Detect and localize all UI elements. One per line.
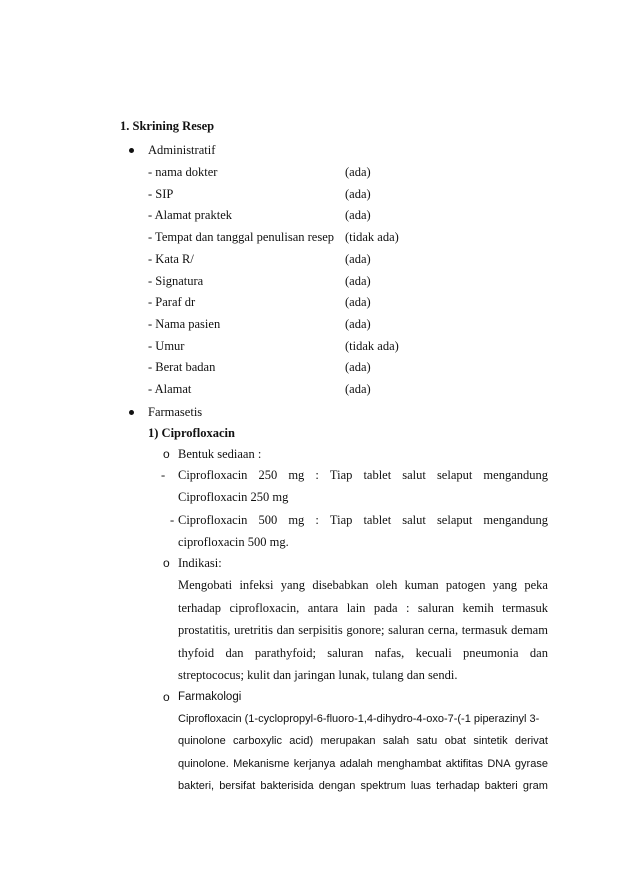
admin-row-status: (ada)	[345, 274, 371, 288]
word: dengan	[318, 780, 356, 792]
admin-row-label: - Umur	[148, 339, 185, 353]
admin-row-label: - Nama pasien	[148, 317, 221, 331]
admin-row-label: - Alamat	[148, 382, 192, 396]
word: spektrum	[360, 780, 406, 792]
word: Tiap	[329, 468, 353, 482]
word: lain	[346, 601, 366, 615]
word: peka	[524, 578, 548, 592]
admin-row-status: (ada)	[345, 382, 371, 396]
word: DNA	[487, 758, 511, 770]
word: bersifat	[219, 780, 256, 792]
word: yang	[280, 578, 306, 592]
sediaan-dash: -	[170, 513, 175, 527]
word: Mekanisme	[233, 758, 290, 770]
indikasi-line	[178, 600, 548, 616]
word: quinolone.	[178, 758, 229, 770]
word: termasuk	[461, 623, 508, 637]
admin-row-status: (ada)	[345, 187, 371, 201]
word: mengandung	[483, 513, 548, 527]
word: mengandung	[483, 468, 548, 482]
word: terhadap	[436, 780, 480, 792]
word: :	[315, 513, 319, 527]
word: mg	[288, 468, 305, 482]
word: pada	[373, 601, 398, 615]
word: bakteri	[484, 780, 518, 792]
admin-row-label: - Signatura	[148, 274, 204, 288]
word: selaput	[436, 513, 473, 527]
word: obat	[444, 735, 466, 747]
farmakologi-first-line: Ciprofloxacin (1-cyclopropyl-6-fluoro-1,4-dihydro-4-oxo-7-(-1 piperazinyl 3-	[178, 713, 540, 725]
word: antara	[307, 601, 339, 615]
word: termasuk	[502, 601, 548, 615]
admin-row-status: (ada)	[345, 208, 371, 222]
word: kerjanya	[293, 758, 336, 770]
administratif-title: Administratif	[148, 143, 216, 157]
word: nafas,	[374, 646, 405, 660]
word: dan	[225, 646, 244, 660]
word: salah	[382, 735, 410, 747]
word: thyfoid	[178, 646, 215, 660]
word: salut	[402, 468, 426, 482]
word: oleh	[375, 578, 398, 592]
section-heading: 1. Skrining Resep	[120, 119, 215, 133]
bullet-icon	[129, 410, 134, 415]
sediaan-line	[178, 467, 548, 483]
sediaan-continuation: Ciprofloxacin 250 mg	[178, 490, 289, 504]
word: pneumonia	[463, 646, 519, 660]
word: Tiap	[329, 513, 353, 527]
word: 500	[258, 513, 278, 527]
word: quinolone	[178, 735, 226, 747]
word: aktifitas	[445, 758, 483, 770]
indikasi-line	[178, 577, 548, 593]
admin-row-label: - Berat badan	[148, 360, 216, 374]
word: dan	[529, 646, 548, 660]
sediaan-continuation: ciprofloxacin 500 mg.	[178, 535, 289, 549]
word: :	[405, 601, 410, 615]
word: 250	[258, 468, 278, 482]
word: yang	[492, 578, 518, 592]
bentuk-sediaan-label: Bentuk sediaan :	[178, 447, 262, 461]
admin-row-label: - SIP	[148, 187, 174, 201]
word: mg	[288, 513, 305, 527]
word: ciprofloxacin,	[229, 601, 300, 615]
word: prostatitis,	[178, 623, 231, 637]
admin-row-status: (tidak ada)	[345, 339, 399, 353]
farmakologi-label: Farmakologi	[178, 691, 242, 703]
word: derivat	[514, 735, 548, 747]
word: :	[315, 468, 319, 482]
circle-bullet-icon: o	[163, 556, 170, 570]
word: terhadap	[178, 601, 222, 615]
word: menghambat	[377, 758, 442, 770]
word: merupakan	[320, 735, 376, 747]
word: demam	[511, 623, 548, 637]
word: Ciprofloxacin	[178, 513, 248, 527]
word: gram	[522, 780, 548, 792]
word: gonore;	[346, 623, 385, 637]
circle-bullet-icon: o	[163, 690, 170, 704]
word: saluran	[417, 601, 454, 615]
word: kemih	[462, 601, 494, 615]
word: gyrase	[514, 758, 548, 770]
admin-row-status: (ada)	[345, 295, 371, 309]
word: adalah	[339, 758, 373, 770]
admin-row-status: (ada)	[345, 317, 371, 331]
word: selaput	[436, 468, 473, 482]
word: salut	[402, 513, 426, 527]
indikasi-line	[178, 645, 548, 661]
word: parathyfoid;	[254, 646, 316, 660]
word: patogen	[445, 578, 486, 592]
drug-heading: 1) Ciprofloxacin	[148, 426, 235, 440]
indikasi-label: Indikasi:	[178, 556, 222, 570]
farmasetis-title: Farmasetis	[148, 405, 203, 419]
circle-bullet-icon: o	[163, 447, 170, 461]
word: bakteri,	[178, 780, 215, 792]
sediaan-line	[178, 512, 548, 528]
word: serpisitis	[298, 623, 343, 637]
word: acid)	[289, 735, 314, 747]
farmakologi-line	[178, 733, 548, 749]
word: uretritis	[234, 623, 273, 637]
admin-row-status: (ada)	[345, 252, 371, 266]
admin-row-status: (tidak ada)	[345, 230, 399, 244]
admin-row-label: - Alamat praktek	[148, 208, 232, 222]
admin-row-label: - Paraf dr	[148, 295, 196, 309]
word: kecuali	[415, 646, 452, 660]
word: Ciprofloxacin	[178, 468, 248, 482]
admin-row-status: (ada)	[345, 360, 371, 374]
word: satu	[416, 735, 438, 747]
farmakologi-line	[178, 756, 548, 772]
admin-row-status: (ada)	[345, 165, 371, 179]
word: disebabkan	[312, 578, 369, 592]
indikasi-last-line: streptococus; kulit dan jaringan lunak, tulang dan sendi.	[178, 668, 458, 682]
word: luas	[410, 780, 432, 792]
word: bakterisida	[260, 780, 314, 792]
word: kuman	[404, 578, 439, 592]
word: saluran	[388, 623, 425, 637]
indikasi-line	[178, 622, 548, 638]
admin-row-label: - Kata R/	[148, 252, 194, 266]
farmakologi-line	[178, 778, 548, 794]
word: carboxylic	[233, 735, 282, 747]
word: Mengobati	[178, 578, 233, 592]
word: dan	[276, 623, 295, 637]
admin-row-label: - nama dokter	[148, 165, 218, 179]
word: tablet	[363, 513, 392, 527]
sediaan-dash: -	[161, 468, 166, 482]
word: cerna,	[427, 623, 459, 637]
word: infeksi	[239, 578, 274, 592]
bullet-icon	[129, 148, 134, 153]
word: saluran	[327, 646, 364, 660]
word: tablet	[363, 468, 392, 482]
admin-row-label: - Tempat dan tanggal penulisan resep	[148, 230, 334, 244]
word: sintetik	[473, 735, 508, 747]
